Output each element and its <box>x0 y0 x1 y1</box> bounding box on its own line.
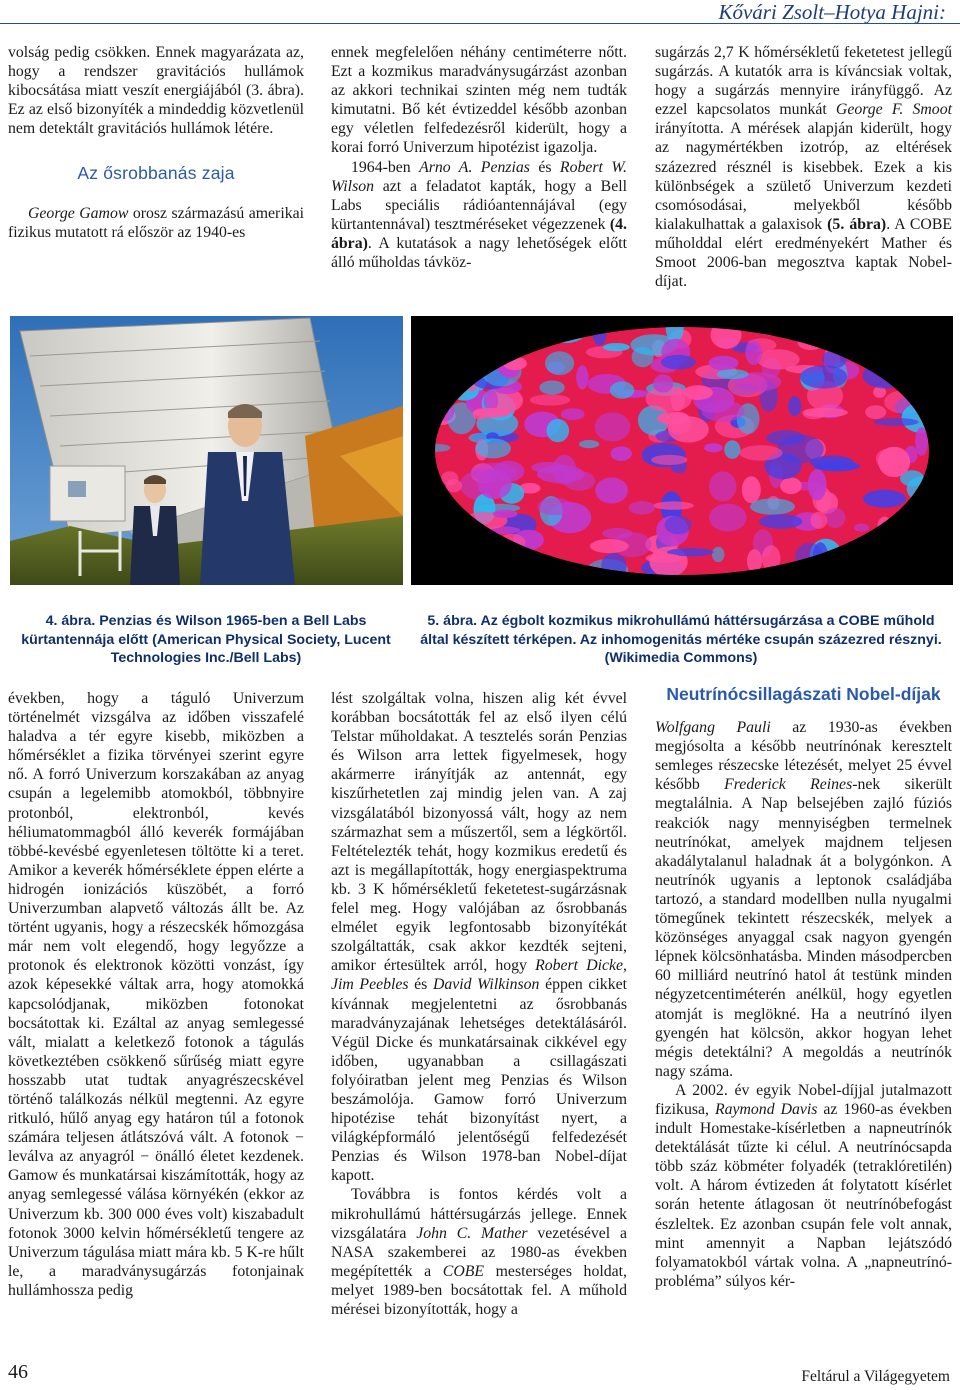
cmb-fluctuation-blob <box>661 355 696 370</box>
cmb-fluctuation-blob <box>865 405 886 419</box>
cmb-fluctuation-blob <box>537 498 572 516</box>
cmb-fluctuation-blob <box>712 547 725 562</box>
figure-4-photo <box>10 316 403 585</box>
cmb-fluctuation-blob <box>717 369 749 379</box>
paragraph <box>655 1081 952 1291</box>
cmb-fluctuation-blob <box>475 438 511 458</box>
cmb-fluctuation-blob <box>545 351 574 375</box>
cmb-fluctuation-blob <box>478 469 512 499</box>
cmb-fluctuation-blob <box>766 430 804 445</box>
paragraph <box>331 1185 627 1319</box>
cmb-fluctuation-blob <box>745 341 762 366</box>
figure-4-caption: 4. ábra. Penzias és Wilson 1965-ben a Bell Labs kürtantennája előtt (American Physical Society, Lucent Technologies Inc./Bell Labs) <box>21 613 391 667</box>
person-name: George Gamow <box>28 204 129 222</box>
page-number: 46 <box>8 1361 28 1383</box>
figure-5-caption: 5. ábra. Az égbolt kozmikus mikrohullámú háttérsugárzása a COBE műhold által készített térképen. Az inhomogenitás mértéke csupán százezred résznyi. (Wikimedia Commons) <box>420 613 942 667</box>
text-span: az 1930-as években megjósolta a később neutrínónak keresztelt semleges részecske létezését, melyet 25 évvel később <box>655 719 952 794</box>
paragraph <box>655 43 952 291</box>
text-span: -nek sikerült megtalálnia. A Nap belsejében zajló fúziós reakciók nagy mennyiségben termelnek neutrínókat, amelyek majdnem teljesen akadálytalanul haladnak át a bolygónkon. A neutrínók ugyanis a leptonok családjába tartozó, a standard modellben nulla nyugalmi tömegűnek tekintett részecskék, melyek a közönséges anyaggal csak nagyon gyengén lépnek kölcsönhatásba. Minden másodpercben 60 milliárd neutrínó hatol át testünk minden négyzetcentiméterén anélkül, hogy egyetlen atomját is meglökné. Ha a neutrínó ilyen gyengén hat kölcsön, akkor hogyan lehet mégis detektálni? A megoldás a neutrínók nagy száma. <box>655 776 952 1080</box>
cmb-fluctuation-blob <box>750 498 795 514</box>
cmb-fluctuation-blob <box>667 412 692 435</box>
cmb-fluctuation-blob <box>611 446 632 461</box>
cmb-fluctuation-blob <box>854 524 869 532</box>
figure-reference: (5. ábra) <box>827 215 887 233</box>
cmb-fluctuation-blob <box>724 440 740 459</box>
cmb-fluctuation-blob <box>530 394 570 405</box>
person-name: Robert W. Wilson <box>331 158 627 195</box>
bottom-column-3 <box>655 684 953 1291</box>
cmb-fluctuation-blob <box>646 553 682 563</box>
text-span: lést szolgáltak volna, hiszen alig két évvel korábban bocsátották fel az első ilyen célú Telstar műholdakat. A tesztelés során Penzias és Wilson arra lettek figyelmesek, hogy akármerre irányítják az antennát, egy kiszűrhetetlen zaj mindig jelen van. A zaj vizsgálatából bizonyossá vált, hogy az nem származhat sem a műszertől, sem a légkörtől. Feltételezték tehát, hogy kozmikus eredetű és azt is megállapították, hogy energiaspektruma kb. 3 K hőmérsékletű feketetest-sugárzásnak felel meg. Hogy valójában az ősrobbanás elmélet egyik legfontosabb bizonyítékát szolgáltatták, csak akkor kezdték sejteni, amikor értesültek arról, hogy <box>331 690 627 975</box>
paragraph-intro: volság pedig csökken. Ennek magyarázata az, hogy a rendszer gravitációs hullámok kibocsátása miatt veszít energiájából (3. ábra). Ez az első bizonyíték a mindeddig közvetlenül nem detektált gravitációs hullámok létére. <box>8 44 304 138</box>
cmb-fluctuation-blob <box>878 447 910 477</box>
person-name: Jim Peebles <box>331 976 409 994</box>
paragraph <box>655 718 952 1081</box>
cmb-fluctuation-blob <box>590 539 629 553</box>
cmb-fluctuation-blob <box>709 504 746 532</box>
person-name: Arno A. Penzias <box>419 158 530 176</box>
cmb-fluctuation-blob <box>808 469 827 500</box>
cmb-fluctuation-blob <box>632 347 654 368</box>
cmb-fluctuation-blob <box>603 343 630 351</box>
person-name: Raymond Davis <box>714 1100 818 1118</box>
cmb-fluctuation-blob <box>709 356 739 370</box>
paragraph: lést szolgáltak volna, hiszen alig két évvel korábban bocsátották fel az első ilyen célú Telstar műholdakat. A tesztelés során Penzias és Wilson arra lettek figyelmesek, hogy akármerre irányítják az antennát, egy kiszűrhetetlen zaj mindig jelen van. A zaj vizsgálatából bizonyossá vált, hogy az nem származhat sem a műszertől, sem a légkörtől. Feltételezték tehát, hogy kozmikus eredetű és azt is megállapították, hogy energiaspektruma kb. 3 K hőmérsékletű feketetest-sugárzásnak felel meg. Hogy valójában az ősrobbanás elmélet egyik legfontosabb bizonyítékát szolgáltatták, csak akkor kezdték sejteni, amikor értesültek arról, hogy Robert Dicke, Jim Peebles és David Wilkinson éppen cikket kívánnak megjelentetni az ősrobbanás maradványzajának lehetséges detektálásáról. Végül Dicke és munkatársainak cikkével egy időben, ugyanabban a csillagászati folyóiratban jelent meg Penzias és Wilson beszámolója. Gamow forró Univerzum hipotézise tehát bizonyítást nyert, a világképformáló jelentőségű felfedezését Penzias és Wilson 1978-ban Nobel-díjat kapott. <box>331 690 627 1185</box>
header-rule <box>0 23 960 24</box>
text-span: orosz származású amerikai fizikus mutatott rá először az 1940-es <box>8 204 305 241</box>
text-span: irányította. A mérések alapján kiderült, hogy az nagymértékben izotróp, az eltérések százezred résznél is kisebbek. Ezek a kis különbségek a születő Univerzum kezdeti csomósodásai, melyekből később kialakulhattak a galaxisok <box>655 120 952 233</box>
figure-5-cobe-map <box>411 316 953 585</box>
cmb-fluctuation-blob <box>553 455 577 485</box>
text-span: 1964-ben <box>351 158 411 176</box>
person-name: Wolfgang Pauli <box>655 719 771 737</box>
cmb-fluctuation-blob <box>446 479 462 492</box>
cmb-fluctuation-blob <box>653 374 673 392</box>
text-span: . A COBE műholddal elért eredményekért Mather és Smoot 2006-ban megosztva kaptak Nobel-díjat. <box>655 215 953 291</box>
cmb-fluctuation-blob <box>788 396 801 416</box>
person-name: David Wilkinson <box>432 976 540 994</box>
paragraph-gamow <box>8 204 304 242</box>
paragraph <box>331 158 627 273</box>
person-name: Frederick Reines <box>724 776 853 794</box>
text-span: éppen cikket kívánnak megjelentetni az ősrobbanás maradványzajának lehetséges detektálásáról. Végül Dicke és munkatársainak cikkével egy időben, ugyanabban a csillagászati folyóiratban jelent meg Penzias és Wilson beszámolója. Gamow forró Univerzum hipotézise tehát bizonyítást nyert, a világképformáló jelentőségű felfedezését Penzias és Wilson 1978-ban Nobel-díjat kapott. <box>331 976 627 1185</box>
cmb-fluctuation-blob <box>653 501 694 509</box>
paragraph: években, hogy a táguló Univerzum történelmét vizsgálva az időben visszafelé haladva a tér egyre kisebb, miközben a hőmérséklet a fizika törvényei szerint egyre nő. A forró Univerzum korszakában az anyag csupán a legelemibb atomokból, többnyire protonból, elektronból, kevés héliumatommagból álló keverék formájában többé-kevésbé egyenletesen töltötte ki a teret. Amikor a keverék hőmérséklete éppen elérte a hidrogén ionizációs küszöbét, a forró Univerzumban alapvető változás állt be. Az történt ugyanis, hogy a részecskék hőmozgása már nem volt elegendő, hogy legyőzze a protonok és elektronok közötti vonzást, így azok képesekké váltak arra, hogy atomokká kapcsolódjanak, miközben fotonokat bocsátottak ki. Ezáltal az anyag semlegessé vált, mialatt a keletkező fotonok a tágulás következtében csökkenő sűrűség miatt egyre hosszabb utat tudtak anyagrészecskével történő találkozás nélkül megtenni. Az egyre ritkuló, hűlő anyag egy határon túl a fotonok számára teljesen átlátszóvá vált. A fotonok − leválva az anyagról − önálló életet kezdenek. Gamow és munkatársai kiszámították, hogy az anyag semlegessé válása környékén (ekkor az Univerzum kb. 300 000 éves volt) kiszabadult fotonok 3000 kelvin hőmérsékletű tengere az Univerzum tágulása miatt mára kb. 5 K-re hűlt le, a maradványsugárzás fotonjainak hullámhossza pedig <box>8 690 304 1299</box>
bottom-column-1 <box>8 689 304 1300</box>
cmb-fluctuation-blob <box>602 528 632 539</box>
cmb-fluctuation-blob <box>825 508 845 528</box>
cmb-fluctuation-blob <box>742 476 761 503</box>
text-span: és <box>414 976 428 994</box>
magazine-name: Feltárul a Világegyetem <box>801 1368 950 1385</box>
cmb-fluctuation-blob <box>629 501 656 514</box>
penzias-wilson-photo <box>10 316 403 585</box>
text-span: sugárzás 2,7 K hőmérsékletű feketetest jellegű sugárzás. A kutatók arra is kíváncsiak voltak, hogy a sugárzás mennyire irányfüggő. Az ezzel kapcsolatos munkát <box>655 44 952 119</box>
text-span: vezetésével a NASA szakemberei az 1980-as években megépítették a <box>331 1224 627 1280</box>
cmb-fluctuation-blob <box>800 365 847 388</box>
cmb-fluctuation-blob <box>863 490 906 508</box>
cmb-fluctuation-blob <box>810 512 827 529</box>
top-column-1 <box>8 43 304 242</box>
cmb-fluctuation-blob <box>702 400 745 422</box>
paragraph: ennek megfelelően néhány centiméterre nőtt. Ezt a kozmikus maradványsugárzást azonban az akkori technikai szinten még nem tudták kimutatni. Bő két évtizeddel később azonban egy véletlen felfedezésről kiderült, hogy a korai forró Univerzum hipotézist igazolja. <box>331 44 627 157</box>
person-name: Robert Dicke <box>535 957 624 975</box>
text-span: Továbbra is fontos kérdés volt a mikrohullámú háttérsugárzás jellege. Ennek vizsgálatára <box>331 1186 627 1242</box>
cmb-fluctuation-blob <box>576 365 588 389</box>
cmb-fluctuation-blob <box>709 471 736 501</box>
top-column-3 <box>655 43 952 291</box>
cmb-fluctuation-blob <box>561 408 585 420</box>
cmb-fluctuation-blob <box>780 478 802 495</box>
text-span: azt a feladatot kapták, hogy a Bell Labs speciális rádióantennájával (egy kürtantennával) tesztméréseket végezzenek <box>331 177 627 233</box>
cmb-fluctuation-blob <box>704 443 722 452</box>
cmb-fluctuation-blob <box>739 445 783 460</box>
person-name: George F. Smoot <box>835 101 952 119</box>
text-span: mesterséges holdat, melyet 1989-ben bocsátottak fel. A műhold mérései bizonyították, hogy a <box>331 1262 627 1318</box>
person-name: John C. Mather <box>416 1224 528 1242</box>
cmb-fluctuation-blob <box>595 412 631 441</box>
cmb-fluctuation-blob <box>683 385 713 400</box>
cmb-fluctuation-blob <box>873 418 919 426</box>
cmb-fluctuation-blob <box>579 440 599 448</box>
cmb-fluctuation-blob <box>610 381 634 398</box>
cmb-fluctuation-blob <box>759 514 802 529</box>
cmb-fluctuation-blob <box>539 381 564 395</box>
cmb-fluctuation-blob <box>810 456 854 470</box>
text-span: . A kutatások a nagy lehetőségek előtt álló műholdas távköz- <box>331 234 627 272</box>
cmb-fluctuation-blob <box>595 478 628 504</box>
bottom-column-2 <box>331 689 627 1319</box>
cmb-sky-map <box>411 316 953 585</box>
text-span: A 2002. év egyik Nobel-díjjal jutalmazott fizikusa, <box>655 1081 952 1118</box>
box-title: Neutrínócsillagászati Nobel-díjak <box>666 684 941 704</box>
cmb-fluctuation-blob <box>803 408 848 418</box>
cmb-fluctuation-blob <box>547 419 570 442</box>
cmb-fluctuation-blob <box>671 387 685 411</box>
section-title: Az ősrobbanás zaja <box>77 163 235 184</box>
cmb-fluctuation-blob <box>665 516 692 535</box>
header-author: Kővári Zsolt–Hotya Hajni: <box>718 0 946 24</box>
top-column-2 <box>331 43 627 272</box>
satellite-name: COBE <box>442 1262 485 1280</box>
text-span: az 1960-as években indult Homestake-kísérletben a napneutrínók detektálását tűzte ki célul. A neutrínócsapda több száz köbméter folyadék (tetraklóretilén) volt. A három évtizeden át folytatott kísérlet során hetente átlagosan öt neutrínóbefogást észleltek. Ez azonban csupán fele volt annak, mint amennyit a Napban lejátszódó folyamatokból vártak volna. A „napneutrínó-probléma” súlyos kér- <box>655 1100 953 1290</box>
text-span: és <box>538 158 552 176</box>
figure-reference: (4. ábra) <box>331 215 627 252</box>
cmb-fluctuation-blob <box>493 510 518 518</box>
cmb-fluctuation-blob <box>473 408 511 418</box>
cmb-fluctuation-blob <box>651 455 687 465</box>
